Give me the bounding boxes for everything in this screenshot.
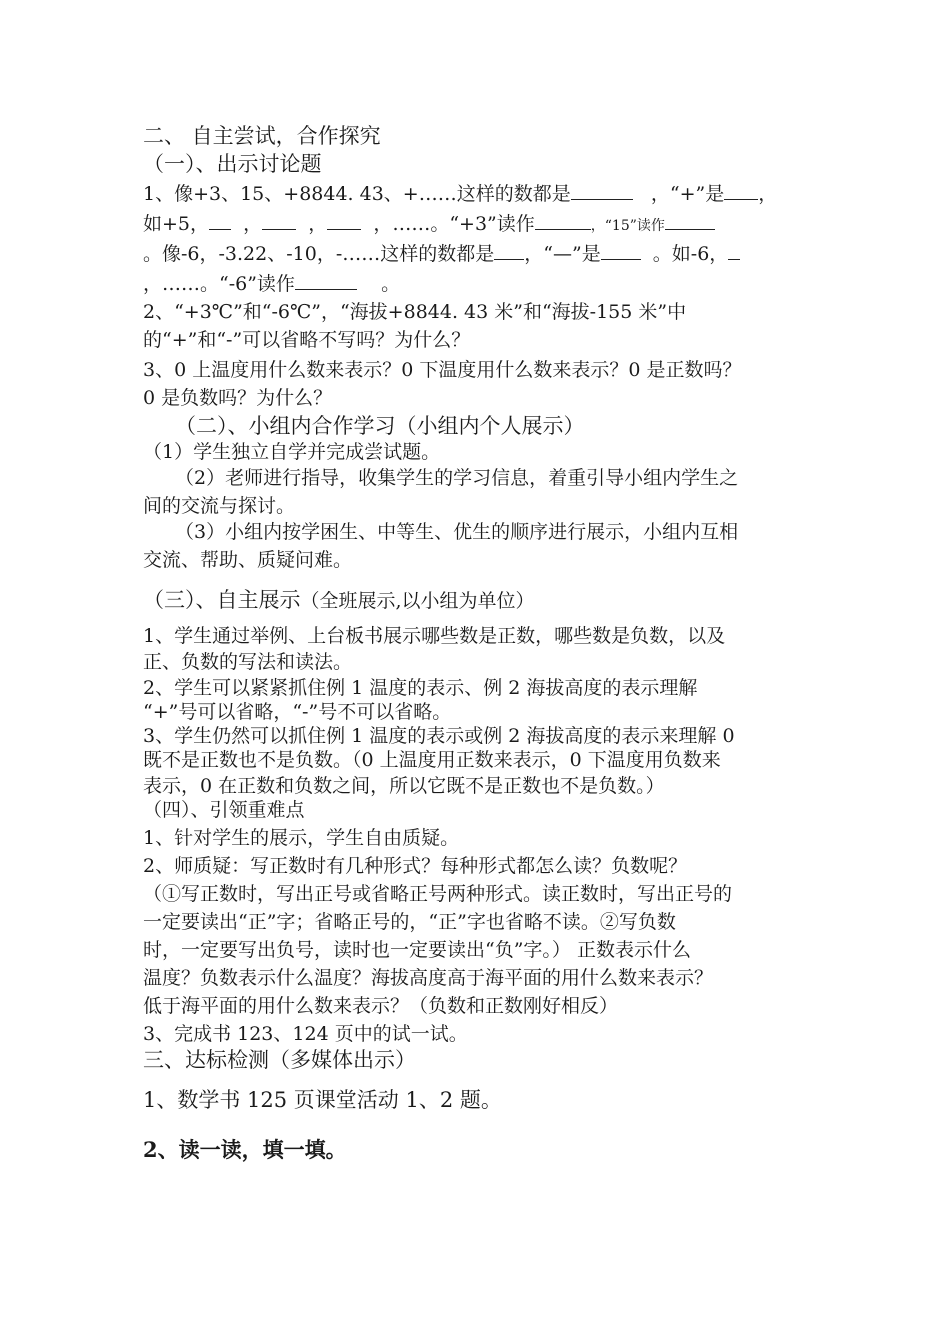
part-4-line: 1、针对学生的展示，学生自由质疑。 bbox=[143, 827, 460, 849]
answer-blank bbox=[295, 272, 357, 290]
answer-blank bbox=[209, 212, 231, 230]
part-2-title: （二）、小组内合作学习（小组内个人展示） bbox=[175, 414, 585, 438]
part-2-line: （2）老师进行指导，收集学生的学习信息，着重引导小组内学生之 bbox=[175, 467, 739, 489]
q1-line-1 bbox=[143, 182, 777, 206]
answer-blank bbox=[728, 242, 740, 260]
part-4-line: 低于海平面的用什么数来表示？（负数和正数刚好相反） bbox=[143, 995, 619, 1017]
answer-blank bbox=[535, 212, 591, 230]
part-3-title-line bbox=[143, 588, 535, 613]
q1-text: ，“15”读作 bbox=[590, 218, 665, 234]
q1-text: ，“—”是 bbox=[524, 243, 601, 265]
section-3-item-2: 2、读一读，填一填。 bbox=[143, 1137, 347, 1162]
answer-blank bbox=[571, 182, 633, 200]
answer-blank bbox=[327, 212, 361, 230]
q1-line-2 bbox=[143, 212, 715, 238]
q2-line: 2、“+3℃”和“-6℃”，“海拔+8844. 43 米”和“海拔-155 米”中 bbox=[143, 301, 687, 323]
q1-text: 如+5， bbox=[143, 213, 210, 235]
q3-line: 3、0 上温度用什么数来表示？0 下温度用什么数来表示？0 是正数吗？ bbox=[143, 359, 742, 381]
q1-text: ， bbox=[308, 213, 328, 235]
part-4-line: 温度？负数表示什么温度？海拔高度高于海平面的用什么数来表示？ bbox=[143, 967, 714, 989]
part-3-line: 3、学生仍然可以抓住例 1 温度的表示或例 2 海拔高度的表示来理解 0 bbox=[143, 725, 735, 747]
q1-text: ，……。“-6”读作 bbox=[143, 273, 295, 295]
answer-blank bbox=[494, 242, 524, 260]
part-2-line: （1）学生独立自学并完成尝试题。 bbox=[143, 441, 441, 463]
q1-text: 。像-6，-3.22、-10，-……这样的数都是 bbox=[143, 243, 495, 265]
q1-text: ， bbox=[243, 213, 263, 235]
part-4-line: 时，一定要写出负号，读时也一定要读出“负”字。） 正数表示什么 bbox=[143, 939, 691, 961]
part-1-title: （一）、出示讨论题 bbox=[143, 152, 322, 176]
part-3-line: 2、学生可以紧紧抓住例 1 温度的表示、例 2 海拔高度的表示理解 bbox=[143, 677, 698, 699]
part-4-line: （①写正数时，写出正号或省略正号两种形式。读正数时，写出正号的 bbox=[143, 883, 733, 905]
q1-text: ，……。“+3”读作 bbox=[373, 213, 535, 235]
part-2-line: 间的交流与探讨。 bbox=[143, 495, 296, 517]
part-4-line: 3、完成书 123、124 页中的试一试。 bbox=[143, 1023, 468, 1045]
part-3-line: “+”号可以省略，“-”号不可以省略。 bbox=[143, 701, 452, 723]
q1-text: ， bbox=[758, 183, 778, 205]
part-2-line: （3）小组内按学困生、中等生、优生的顺序进行展示，小组内互相 bbox=[175, 521, 739, 543]
q3-line: 0 是负数吗？为什么？ bbox=[143, 387, 333, 409]
part-3-line: 1、学生通过举例、上台板书展示哪些数是正数，哪些数是负数，以及 bbox=[143, 625, 726, 647]
section-3-item-1: 1、数学书 125 页课堂活动 1、2 题。 bbox=[143, 1088, 502, 1112]
q1-line-4 bbox=[143, 272, 400, 296]
part-3-line: 正、负数的写法和读法。 bbox=[143, 651, 353, 673]
section-3-heading: 三、达标检测（多媒体出示） bbox=[143, 1048, 416, 1072]
answer-blank bbox=[665, 212, 715, 230]
part-2-line: 交流、帮助、质疑问难。 bbox=[143, 549, 353, 571]
q1-text: 。 bbox=[381, 273, 401, 295]
q1-text: 。如-6， bbox=[652, 243, 729, 265]
part-3-line: 既不是正数也不是负数。（0 上温度用正数来表示，0 下温度用负数来 bbox=[143, 749, 721, 771]
answer-blank bbox=[601, 242, 641, 260]
q1-line-3 bbox=[143, 242, 740, 266]
answer-blank bbox=[262, 212, 296, 230]
part-3-title-note: （全班展示,以小组为单位） bbox=[300, 590, 535, 612]
part-4-line: 2、师质疑：写正数时有几种形式？每种形式都怎么读？负数呢？ bbox=[143, 855, 688, 877]
part-3-line: 表示，0 在正数和负数之间，所以它既不是正数也不是负数。） bbox=[143, 775, 665, 797]
q2-line: 的“+”和“-”可以省略不写吗？为什么？ bbox=[143, 329, 471, 351]
part-4-title: （四）、引领重难点 bbox=[143, 799, 305, 821]
q1-text: ，“+”是 bbox=[650, 183, 725, 205]
answer-blank bbox=[724, 182, 758, 200]
section-2-heading: 二、 自主尝试，合作探究 bbox=[143, 124, 381, 148]
part-4-line: 一定要读出“正”字；省略正号的，“正”字也省略不读。②写负数 bbox=[143, 911, 676, 933]
q1-text: 1、像+3、15、+8844. 43、+……这样的数都是 bbox=[143, 183, 571, 205]
part-3-title: （三）、自主展示 bbox=[143, 588, 301, 612]
